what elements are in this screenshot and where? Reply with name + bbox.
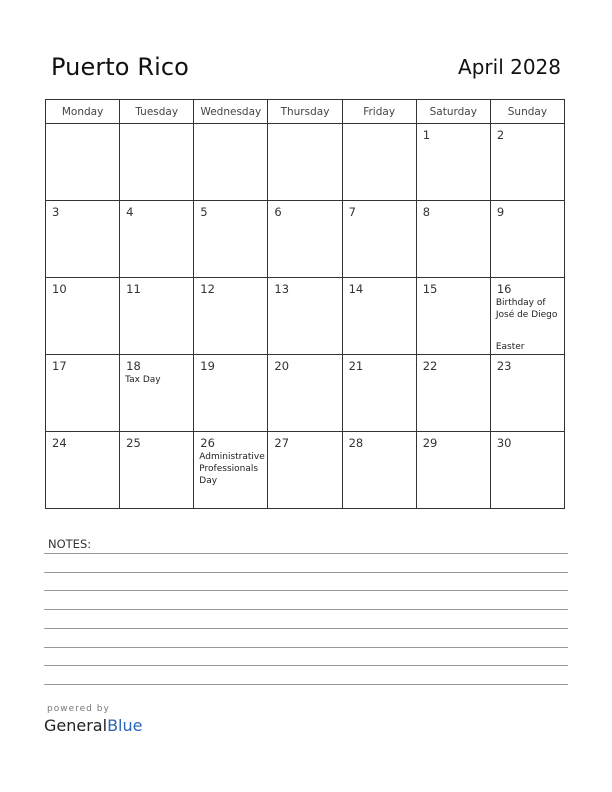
- note-line: [44, 684, 568, 685]
- day-number: 23: [496, 359, 512, 373]
- brand-logo: [44, 716, 142, 735]
- weekday-header-row: [46, 100, 565, 124]
- day-number: 19: [200, 359, 215, 373]
- week-row: [46, 432, 565, 509]
- note-line: [44, 590, 568, 591]
- day-cell: [46, 432, 120, 509]
- day-cell: [120, 278, 194, 355]
- powered-by-text: powered by: [47, 704, 110, 714]
- day-number: 15: [422, 282, 438, 296]
- country-title: Puerto Rico: [51, 53, 189, 81]
- day-cell: [342, 355, 416, 432]
- day-cell: [194, 432, 268, 509]
- day-cell: [268, 278, 342, 355]
- note-line: [44, 628, 568, 629]
- day-cell: [342, 278, 416, 355]
- day-cell: [416, 432, 490, 509]
- calendar-body: [46, 124, 565, 509]
- day-number: 18: [126, 359, 141, 373]
- holiday-event: Tax Day: [125, 375, 161, 385]
- weekday-header-sunday: Sunday: [490, 100, 564, 124]
- day-number: 27: [274, 436, 290, 450]
- day-number: 29: [422, 436, 438, 450]
- weekday-header-friday: Friday: [342, 100, 416, 124]
- day-number: 7: [348, 205, 356, 219]
- day-number: 16: [496, 282, 512, 296]
- day-number: [120, 124, 193, 128]
- day-number: 11: [126, 282, 141, 296]
- day-cell: [490, 432, 564, 509]
- weekday-header-wednesday: Wednesday: [194, 100, 268, 124]
- day-number: 2: [496, 128, 505, 142]
- day-cell: [194, 124, 268, 201]
- note-line: [44, 665, 568, 666]
- day-cell: [342, 201, 416, 278]
- day-cell: [490, 201, 564, 278]
- week-row: [46, 355, 565, 432]
- note-line: [44, 553, 568, 554]
- day-cell: [46, 278, 120, 355]
- brand-name-general: General: [44, 716, 108, 735]
- day-cell: [416, 355, 490, 432]
- holiday-event: Birthday of José de Diego: [495, 298, 558, 320]
- day-number: 30: [496, 436, 512, 450]
- day-cell: [120, 201, 194, 278]
- day-cell: [194, 355, 268, 432]
- note-line: [44, 572, 568, 573]
- day-number: 17: [52, 359, 67, 373]
- day-number: 20: [274, 359, 290, 373]
- day-cell: [268, 355, 342, 432]
- day-number: [46, 124, 119, 128]
- day-cell: [416, 201, 490, 278]
- day-cell: [490, 124, 564, 201]
- calendar-grid: [45, 99, 565, 509]
- day-cell: [268, 432, 342, 509]
- month-year-title: April 2028: [458, 55, 561, 79]
- weekday-header-thursday: Thursday: [268, 100, 342, 124]
- day-cell: [46, 124, 120, 201]
- day-cell: [342, 432, 416, 509]
- day-cell: [194, 201, 268, 278]
- day-cell: [416, 278, 490, 355]
- day-cell: [490, 278, 564, 355]
- day-number: 4: [126, 205, 134, 219]
- day-number: 5: [200, 205, 208, 219]
- day-cell: [120, 124, 194, 201]
- holiday-event: Administrative Professionals Day: [199, 452, 265, 486]
- day-cell: [120, 355, 194, 432]
- day-cell: [268, 124, 342, 201]
- day-cell: [194, 278, 268, 355]
- day-number: 21: [348, 359, 364, 373]
- day-number: [343, 124, 416, 128]
- notes-label: NOTES:: [48, 537, 92, 551]
- day-number: 28: [348, 436, 364, 450]
- day-number: 22: [422, 359, 438, 373]
- day-number: 6: [274, 205, 282, 219]
- weekday-header-tuesday: Tuesday: [120, 100, 194, 124]
- brand-name-blue: Blue: [107, 716, 143, 735]
- day-number: 25: [126, 436, 141, 450]
- day-cell: [490, 355, 564, 432]
- day-number: 10: [52, 282, 67, 296]
- day-number: 8: [422, 205, 431, 219]
- day-cell: [342, 124, 416, 201]
- day-cell: [268, 201, 342, 278]
- holiday-event: Easter: [495, 342, 525, 352]
- day-number: 3: [52, 205, 60, 219]
- day-number: 13: [274, 282, 290, 296]
- week-row: [46, 278, 565, 355]
- note-line: [44, 647, 568, 648]
- note-line: [44, 609, 568, 610]
- day-cell: [46, 355, 120, 432]
- day-number: 1: [422, 128, 431, 142]
- day-number: 12: [200, 282, 215, 296]
- weekday-header-saturday: Saturday: [416, 100, 490, 124]
- week-row: [46, 124, 565, 201]
- week-row: [46, 201, 565, 278]
- day-number: 24: [52, 436, 67, 450]
- day-number: 14: [348, 282, 364, 296]
- day-number: [268, 124, 341, 128]
- day-number: [194, 124, 267, 128]
- weekday-header-monday: Monday: [46, 100, 120, 124]
- day-number: 26: [200, 436, 215, 450]
- day-number: 9: [496, 205, 505, 219]
- day-cell: [416, 124, 490, 201]
- day-cell: [46, 201, 120, 278]
- day-cell: [120, 432, 194, 509]
